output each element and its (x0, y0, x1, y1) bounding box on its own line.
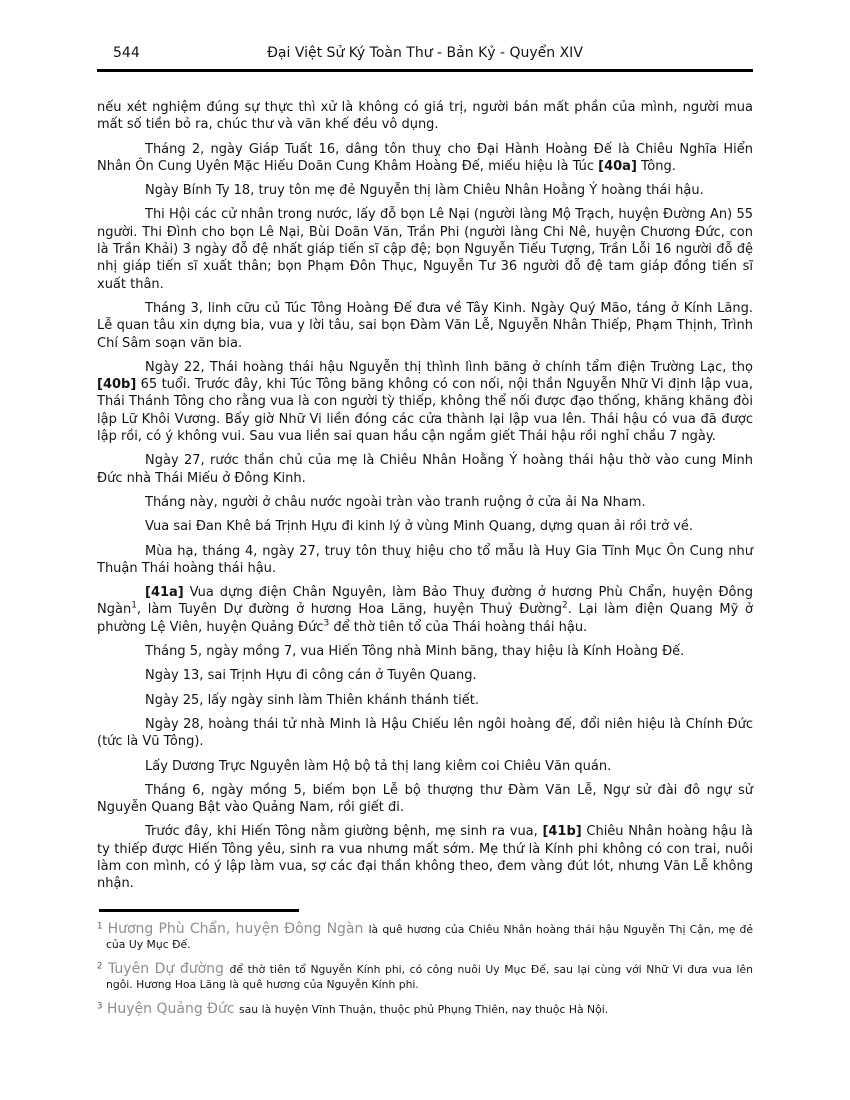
paragraph (97, 141, 753, 176)
footnote-ref: 2 (561, 601, 568, 612)
footnote-term: Tuyên Dự đường (102, 960, 230, 977)
text-run: , làm Tuyên Dự đường ở hương Hoa Lăng, huyện Thuỷ Đường (136, 602, 562, 618)
paragraph (97, 494, 753, 511)
text-run: để thờ tiên tổ của Thái hoàng thái hậu. (329, 619, 588, 635)
folio-marker: [40b] (97, 377, 137, 393)
text-run: Ngày Bính Ty 18, truy tôn mẹ đẻ Nguyễn thị làm Chiêu Nhân Hoằng Ý hoàng thái hậu. (145, 183, 704, 199)
footnotes-section (97, 909, 753, 1017)
paragraph (97, 359, 753, 445)
text-run: Ngày 22, Thái hoàng thái hậu Nguyễn thị thình lình băng ở chính tẩm điện Trường Lạc, thọ (145, 359, 753, 375)
text-run: Mùa hạ, tháng 4, ngày 27, truy tôn thuỵ hiệu cho tổ mẫu là Huy Gia Tĩnh Mục Ôn Cung như Thuận Thái hoàng thái hậu. (97, 543, 753, 576)
paragraph (97, 758, 753, 775)
footnote-marker: 3 (97, 1000, 103, 1011)
footnotes-list (97, 922, 753, 1017)
text-run: Ngày 28, hoàng thái tử nhà Minh là Hậu Chiếu lên ngôi hoàng đế, đổi niên hiệu là Chính Đức (tức là Vũ Tông). (97, 716, 753, 750)
footnote-marker: 2 (97, 960, 103, 971)
text-run: nếu xét nghiệm đúng sự thực thì xử là không có giá trị, người bán mất phần của mình, người mua mất số tiền bỏ ra, chúc thư và văn khế đều vô dụng. (97, 100, 753, 133)
footnote-ref: 1 (131, 601, 137, 612)
paragraph (97, 692, 753, 709)
folio-marker: [41a] (145, 585, 184, 601)
paragraph (97, 823, 753, 892)
text-run: Lấy Dương Trực Nguyên làm Hộ bộ tả thị lang kiêm coi Chiêu Văn quán. (145, 758, 612, 774)
text-run: Tháng 3, linh cữu củ Túc Tông Hoàng Đế đưa về Tây Kinh. Ngày Quý Mão, táng ở Kính Lăng. Lễ quan tâu xin dựng bia, vua y lời tâu, sai bọn Đàm Văn Lễ, Nguyễn Nhân Thiếp, Phạm Thịnh, Trình Chí Sâm soạn văn bia. (97, 300, 753, 351)
text-run: Ngày 27, rước thần chủ của mẹ là Chiêu Nhân Hoằng Ý hoàng thái hậu thờ vào cung Minh Đức nhà Thái Miếu ở Đông Kinh. (97, 453, 753, 486)
text-run: Chiêu Nhân hoàng hậu là ty thiếp được Hiến Tông yêu, sinh ra vua nhưng mất sớm. Mẹ thứ là Kính phi không có con trai, nuôi làm con mình, có ý lập làm vua, sợ các đại thần không theo, đem vàng đút lót, nhưng Văn Lễ không nhận. (97, 824, 753, 892)
footnote-separator (99, 909, 299, 912)
text-run: Ngày 25, lấy ngày sinh làm Thiên khánh thánh tiết. (145, 692, 479, 708)
footnote-text: là quê hương của Chiêu Nhân hoàng thái hậu Nguyễn Thị Cận, mẹ đẻ của Uy Mục Đế. (106, 922, 753, 951)
footnote (97, 922, 753, 952)
text-run: Vua sai Đan Khê bá Trịnh Hựu đi kinh lý ở vùng Minh Quang, dựng quan ải rồi trở về. (145, 519, 693, 535)
text-run: Tháng 6, ngày mồng 5, biếm bọn Lễ bộ thượng thư Đàm Văn Lễ, Ngự sử đài đô ngự sử Nguyễn Quang Bật vào Quảng Nam, rồi giết đi. (97, 782, 753, 816)
footnote (97, 962, 753, 992)
body-paragraphs (97, 99, 753, 893)
paragraph (97, 543, 753, 578)
text-run: Tháng này, người ở châu nước ngoài tràn vào tranh ruộng ở cửa ải Na Nham. (145, 494, 646, 510)
text-run: Tháng 5, ngày mồng 7, vua Hiến Tông nhà Minh băng, thay hiệu là Kính Hoàng Đế. (145, 644, 685, 660)
footnote-ref: 3 (323, 618, 330, 629)
page-content (97, 0, 753, 1017)
header-rule (97, 69, 753, 72)
paragraph (97, 584, 753, 636)
text-run: Trước đây, khi Hiến Tông nằm giường bệnh, mẹ sinh ra vua, (145, 824, 543, 840)
footnote (97, 1002, 753, 1017)
text-run: Ngày 13, sai Trịnh Hựu đi công cán ở Tuyên Quang. (145, 668, 477, 684)
footnote-text: sau là huyện Vĩnh Thuận, thuộc phủ Phụng Thiên, nay thuộc Hà Nội. (239, 1002, 609, 1016)
page-number: 544 (113, 45, 140, 61)
footnote-term: Huyện Quảng Đức (102, 1000, 240, 1017)
text-run: . Lại làm điện Quang Mỹ ở phường Lệ Viên, huyện Quảng Đức (97, 602, 753, 635)
page-title: Đại Việt Sử Ký Toàn Thư - Bản Kỷ - Quyển XIV (267, 45, 583, 61)
folio-marker: [40a] (598, 158, 637, 174)
footnote-marker: 1 (97, 920, 103, 931)
text-run: Tông. (636, 158, 676, 174)
paragraph (97, 99, 753, 134)
footnote-text: để thờ tiên tổ Nguyễn Kính phi, có công nuôi Uy Mục Đế, sau lại cùng với Nhữ Vi đưa vua lên ngôi. Hương Hoa Lăng là quê hương của Nguyễn Kính phi. (106, 962, 754, 991)
footnote-term: Hương Phù Chẩn, huyện Đông Ngàn (102, 920, 369, 937)
paragraph (97, 782, 753, 817)
paragraph (97, 206, 753, 292)
text-run: Tháng 2, ngày Giáp Tuất 16, dâng tôn thuỵ cho Đại Hành Hoàng Đế là Chiêu Nghĩa Hiển Nhân Ôn Cung Uyên Mặc Hiếu Doãn Cung Khâm Hoàng Đế, miếu hiệu là Túc (97, 141, 753, 174)
paragraph (97, 518, 753, 535)
paragraph (97, 182, 753, 199)
folio-marker: [41b] (542, 824, 582, 840)
paragraph (97, 716, 753, 751)
text-run: 65 tuổi. Trước đây, khi Túc Tông băng không có con nối, nội thần Nguyễn Nhữ Vi định lập vua, Thái Thánh Tông cho rằng vua là con người tỳ thiếp, không thể nối được đạo thống, khăng khăng đòi lập Lữ Khôi Vương. Bấy giờ Nhữ Vi liền đóng các cửa thành lại lập vua lên. Thái hậu có vua đã được lập rồi, có ý không vui. Sau vua liền sai quan hầu cận ngầm giết Thái hậu rồi nghỉ chầu 7 ngày. (97, 377, 753, 445)
paragraph (97, 300, 753, 352)
text-run: Thi Hội các cử nhân trong nước, lấy đỗ bọn Lê Nại (người làng Mộ Trạch, huyện Đường An) 55 người. Thi Đình cho bọn Lê Nại, Bùi Doãn Văn, Trần Phi (người làng Chi Nê, huyện Chương Đức, con là Trần Khải) 3 ngày đỗ đệ nhất giáp tiến sĩ cập đệ; bọn Nguyễn Tiếu Tượng, Trần Lỗi 16 người đỗ đệ nhị giáp tiến sĩ xuất thân; bọn Phạm Đôn Thục, Nguyễn Tư 36 người đỗ đệ tam giáp đồng tiến sĩ xuất thân. (97, 207, 753, 292)
paragraph (97, 452, 753, 487)
paragraph (97, 643, 753, 660)
page-header (97, 44, 753, 62)
text-run: Vua dựng điện Chân Nguyên, làm Bảo Thuỵ đường ở hương Phù Chẩn, huyện Đông Ngàn (97, 585, 753, 618)
paragraph (97, 667, 753, 684)
